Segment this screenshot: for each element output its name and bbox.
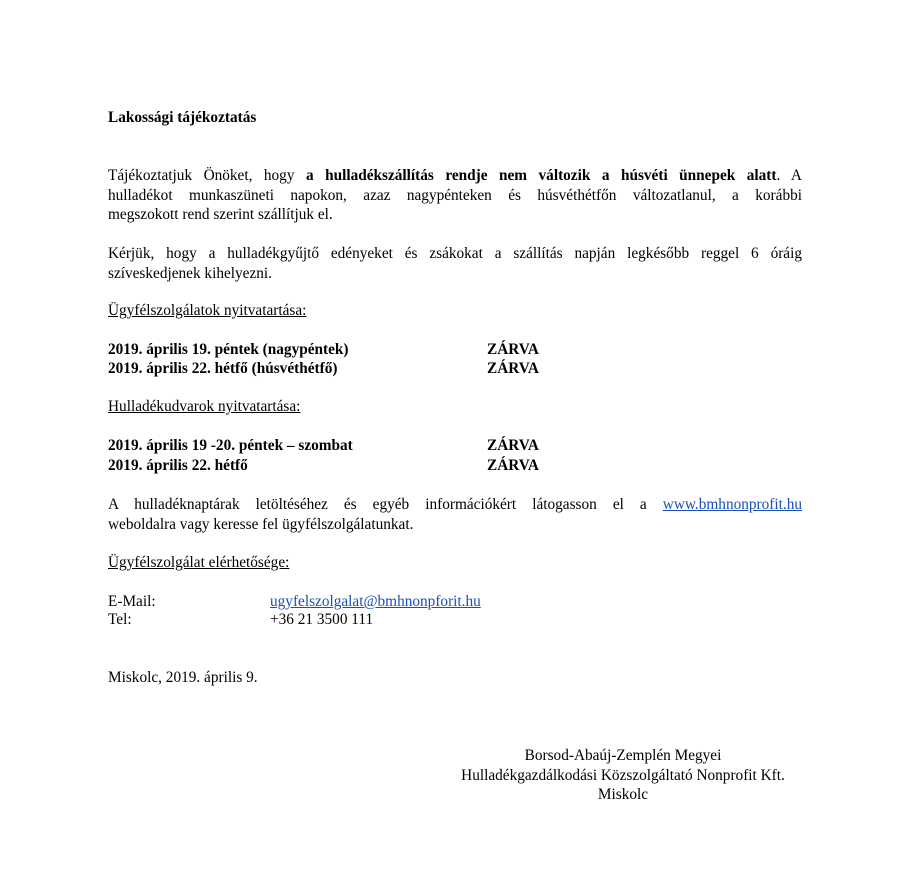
intro-paragraph: [108, 166, 802, 225]
email-label: E-Mail:: [108, 593, 156, 610]
request-line-2: szíveskedjenek kihelyezni.: [108, 264, 272, 282]
request-paragraph: [108, 244, 802, 283]
signature-line-3: Miskolc: [597, 786, 649, 803]
signature-block: [440, 746, 806, 805]
contact-heading: Ügyfélszolgálat elérhetősége:: [108, 554, 290, 571]
email-link[interactable]: ugyfelszolgalat@bmhnonpforit.hu: [270, 593, 481, 610]
yard-row-date: 2019. április 22. hétfő: [108, 457, 248, 474]
intro-line-2: hulladékot munkaszüneti napokon, azaz nagypénteken és húsvéthétfőn változatlanul, a korábbi: [108, 186, 802, 204]
highlight-text: a hulladékszállítás rendje nem változik a húsvéti ünnepek alatt: [305, 167, 777, 184]
intro-line-3: megszokott rend szerint szállítjuk el.: [108, 206, 333, 223]
intro-line-1: Tájékoztatjuk Önöket, hogy a hulladékszállítás rendje nem változik a húsvéti ünnepek alatt. A: [108, 167, 802, 184]
place-date: Miskolc, 2019. április 9.: [108, 669, 258, 686]
signature-line-1: Borsod-Abaúj-Zemplén Megyei: [524, 747, 722, 764]
yard-row-date: 2019. április 19 -20. péntek – szombat: [108, 437, 353, 454]
service-row-date: 2019. április 19. péntek (nagypéntek): [108, 341, 349, 358]
service-hours-heading: Ügyfélszolgálatok nyitvatartása:: [108, 302, 307, 319]
service-row-status: ZÁRVA: [487, 341, 539, 358]
tel-value: +36 21 3500 111: [270, 611, 374, 628]
info-line-1: A hulladéknaptárak letöltéséhez és egyéb információkért látogasson el a www.bmhnonprofit.hu: [108, 496, 802, 513]
service-row-status: ZÁRVA: [487, 360, 539, 377]
service-row-date: 2019. április 22. hétfő (húsvéthétfő): [108, 360, 338, 377]
tel-label: Tel:: [108, 611, 132, 628]
request-line-1: Kérjük, hogy a hulladékgyűjtő edényeket és zsákokat a szállítás napján legkésőbb reggel 6 óráig: [108, 245, 802, 262]
info-line-2: weboldalra vagy keresse fel ügyfélszolgálatunkat.: [108, 515, 414, 533]
yard-row-status: ZÁRVA: [487, 437, 539, 454]
document-title: Lakossági tájékoztatás: [108, 109, 257, 126]
yard-hours-heading: Hulladékudvarok nyitvatartása:: [108, 398, 301, 415]
website-link[interactable]: www.bmhnonprofit.hu: [662, 496, 802, 513]
signature-line-2: Hulladékgazdálkodási Közszolgáltató Nonprofit Kft.: [461, 766, 785, 784]
info-paragraph: [108, 495, 802, 534]
yard-row-status: ZÁRVA: [487, 457, 539, 474]
